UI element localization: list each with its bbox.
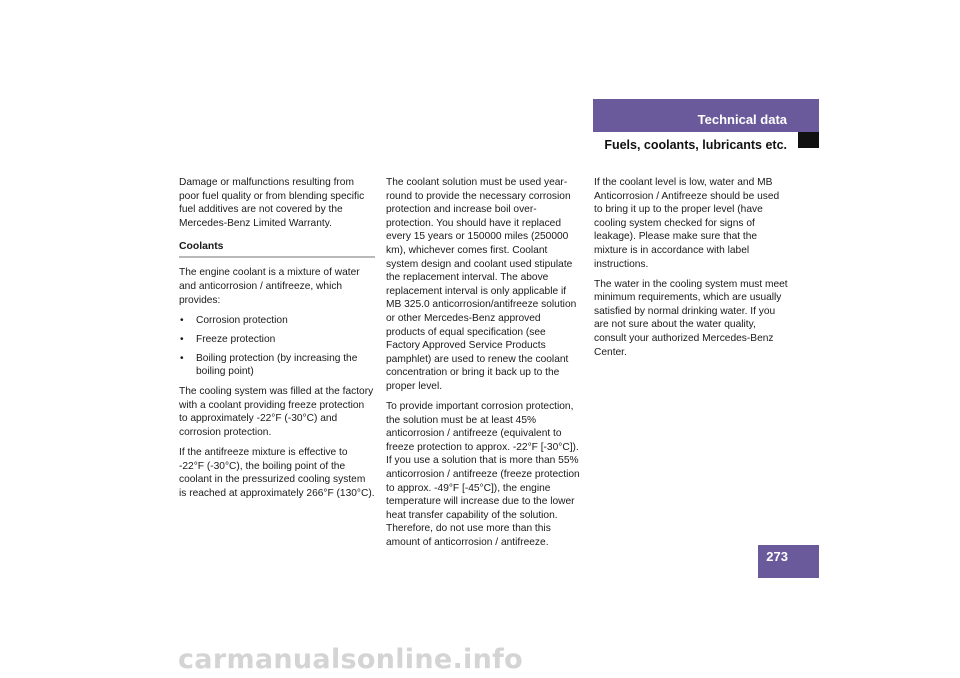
section-title: Technical data	[697, 112, 787, 127]
watermark: carmanualsonline.info	[178, 644, 524, 675]
list-item: • Boiling protection (by increasing the boiling point)	[180, 352, 358, 378]
list-item: • Freeze protection	[180, 333, 276, 345]
bullet-icon: •	[180, 333, 184, 345]
coolant-benefits-list	[179, 314, 375, 379]
warranty-paragraph: Damage or malfunctions resulting from poor fuel quality or from blending specific fuel additives are not covered by the Mercedes-Benz Limited Warranty.	[179, 177, 365, 229]
text-column-1	[179, 176, 375, 507]
corrosion-protection-paragraph: To provide important corrosion protection, the solution must be at least 45% anticorrosion / antifreeze (equivalent to freeze protection to approx. -22°F [-30°C]). If you use a solution that is more than 55% anticorrosion / antifreeze (freeze protection to approx. -49°F [-45°C]), the engine temperature will increase due to the lower heat transfer capability of the solution. Therefore, do not use more than this amount of anticorrosion / antifreeze.	[386, 401, 580, 548]
coolants-heading: Coolants	[179, 241, 224, 253]
boiling-point-paragraph: If the antifreeze mixture is effective to -22°F (-30°C), the boiling point of the coolant in the pressurized cooling system is reached at approximately 266°F (130°C).	[179, 446, 375, 499]
list-item: • Corrosion protection	[180, 314, 288, 326]
water-quality-paragraph: The water in the cooling system must meet minimum requirements, which are usually satisfied by normal drinking water. If you are not sure about the water quality, consult your authorized Mercedes-Benz Center.	[594, 278, 788, 358]
factory-fill-paragraph: The cooling system was filled at the factory with a coolant providing freeze protection to approximately -22°F (-30°C) and corrosion protection.	[179, 386, 374, 438]
page-number: 273	[766, 549, 788, 564]
subsection-title: Fuels, coolants, lubricants etc.	[604, 138, 787, 152]
text-column-2	[386, 176, 582, 556]
heading-rule	[179, 256, 375, 258]
coolant-intro-paragraph: The engine coolant is a mixture of water and anticorrosion / antifreeze, which provides:	[179, 267, 360, 306]
bullet-icon: •	[180, 314, 184, 326]
header-marker-block	[798, 132, 819, 148]
text-column-3	[594, 176, 790, 366]
bullet-icon: •	[180, 352, 184, 364]
coolant-level-paragraph: If the coolant level is low, water and MB Anticorrosion / Antifreeze should be used to bring it up to the proper level (have cooling system checked for signs of leakage). Please make sure that the mixture is in accordance with label instructions.	[594, 177, 780, 270]
replacement-interval-paragraph: The coolant solution must be used year-round to provide the necessary corrosion protection and increase boil over-protection. You should have it replaced every 15 years or 150000 miles (250000 km), whichever comes first. Coolant system design and coolant used stipulate the replacement interval. The above replacement interval is only applicable if MB 325.0 anticorrosion/antifreeze solution or other Mercedes-Benz approved products of equal specification (see Factory Approved Service Products pamphlet) are used to renew the coolant concentration or bring it back up to the proper level.	[386, 177, 577, 392]
